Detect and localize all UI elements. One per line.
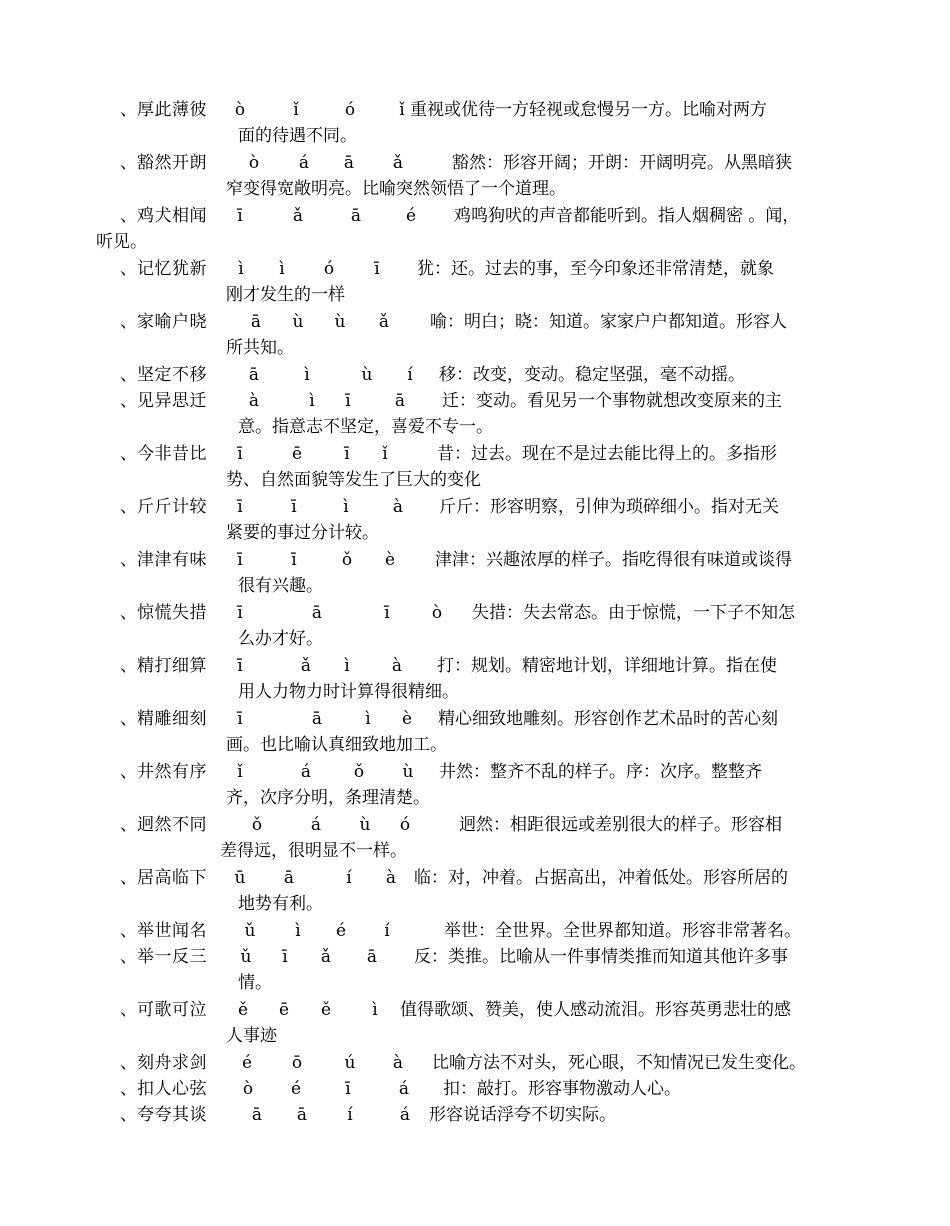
list-bullet: 、 (120, 444, 137, 464)
entry-first-line (0, 944, 950, 970)
entry-continuation-line: 地势有利。 (238, 894, 323, 914)
pinyin-tone: ī (344, 444, 350, 464)
idiom-definition: 举世：全世界。全世界都知道。形容非常著名。 (444, 921, 801, 941)
pinyin-tone: ì (372, 1000, 378, 1020)
idiom-term: 鸡犬相闻 (137, 206, 207, 226)
pinyin-tone: í (346, 868, 352, 888)
idiom-definition: 值得歌颂、赞美，使人感动流泪。形容英勇悲壮的感 (400, 1000, 791, 1020)
entry-continuation-line: 么办才好。 (238, 629, 323, 649)
pinyin-tone: á (399, 1105, 411, 1125)
idiom-definition: 重视或优待一方轻视或怠慢另一方。比喻对两方 (410, 100, 767, 120)
pinyin-tone: ù (334, 312, 346, 332)
pinyin-tone: ò (431, 603, 443, 623)
pinyin-tone: ì (343, 497, 349, 517)
idiom-term: 豁然开朗 (137, 153, 207, 173)
entry-continuation-line: 势、自然面貌等发生了巨大的变化 (226, 470, 481, 490)
pinyin-tone: ǐ (237, 762, 243, 782)
pinyin-tone: ā (350, 206, 362, 226)
pinyin-tone: ǎ (300, 656, 312, 676)
pinyin-tone: ī (237, 603, 243, 623)
idiom-entry (0, 1050, 950, 1076)
idiom-definition: 失措：失去常态。由于惊慌，一下子不知怎 (472, 603, 795, 623)
pinyin-tone: ù (359, 815, 371, 835)
idiom-definition: 鸡鸣狗吠的声音都能听到。指人烟稠密 。闻， (454, 206, 800, 226)
idiom-entry (0, 600, 950, 652)
pinyin-tone: è (384, 550, 396, 570)
pinyin-tone: í (407, 365, 413, 385)
list-bullet: 、 (120, 365, 137, 385)
idiom-definition: 豁然：形容开阔；开朗：开阔明亮。从黑暗狭 (452, 153, 792, 173)
idiom-definition: 反：类推。比喻从一件事情类推而知道其他许多事 (414, 947, 788, 967)
entry-continuation-line: 差得远，很明显不一样。 (220, 841, 407, 861)
idiom-term: 可歌可泣 (137, 1000, 207, 1020)
pinyin-tone: ǒ (251, 815, 263, 835)
idiom-entry (0, 97, 950, 149)
pinyin-tone: ú (344, 1053, 356, 1073)
pinyin-tone: ī (291, 497, 297, 517)
pinyin-tone: à (392, 1053, 404, 1073)
idiom-entry (0, 1076, 950, 1102)
idiom-entry (0, 309, 950, 361)
idiom-term: 今非昔比 (137, 444, 207, 464)
idiom-entry (0, 547, 950, 599)
pinyin-tone: ǐ (293, 100, 299, 120)
pinyin-tone: ò (248, 153, 260, 173)
pinyin-tone: ì (344, 656, 350, 676)
pinyin-tone: ǐ (399, 100, 405, 120)
pinyin-tone: ù (361, 365, 373, 385)
idiom-entry (0, 653, 950, 705)
idiom-entry (0, 944, 950, 996)
idiom-term: 津津有味 (137, 550, 207, 570)
pinyin-tone: ī (384, 603, 390, 623)
list-bullet: 、 (120, 1079, 137, 1099)
entry-first-line (0, 600, 950, 626)
pinyin-tone: ì (238, 259, 244, 279)
idiom-definition: 喻：明白；晓：知道。家家户户都知道。形容人 (430, 312, 787, 332)
idiom-entry (0, 759, 950, 811)
idiom-entry (0, 997, 950, 1049)
list-bullet: 、 (120, 497, 137, 517)
entry-continuation-line: 很有兴趣。 (238, 576, 323, 596)
list-bullet: 、 (120, 656, 137, 676)
idiom-term: 居高临下 (137, 868, 207, 888)
idiom-entry (0, 150, 950, 202)
list-bullet: 、 (120, 259, 137, 279)
pinyin-tone: í (384, 921, 390, 941)
entry-first-line (0, 547, 950, 573)
pinyin-tone: ī (237, 206, 243, 226)
pinyin-tone: ā (283, 868, 295, 888)
idiom-definition: 精心细致地雕刻。形容创作艺术品时的苦心刻 (438, 709, 778, 729)
pinyin-tone: ā (248, 365, 260, 385)
list-bullet: 、 (120, 709, 137, 729)
list-bullet: 、 (120, 1053, 137, 1073)
pinyin-tone: ó (323, 259, 335, 279)
idiom-definition: 打：规划。精密地计划，详细地计算。指在使 (437, 656, 777, 676)
pinyin-tone: ā (296, 1105, 308, 1125)
list-bullet: 、 (120, 206, 137, 226)
entry-first-line (0, 309, 950, 335)
list-bullet: 、 (120, 391, 137, 411)
entry-first-line (0, 441, 950, 467)
pinyin-tone: ě (320, 1000, 332, 1020)
pinyin-tone: ì (304, 365, 310, 385)
idiom-entry (0, 706, 950, 758)
idiom-term: 举一反三 (137, 947, 207, 967)
pinyin-tone: á (300, 762, 312, 782)
list-bullet: 、 (120, 921, 137, 941)
list-bullet: 、 (120, 1000, 137, 1020)
list-bullet: 、 (120, 868, 137, 888)
idiom-definition: 形容说话浮夸不切实际。 (429, 1105, 616, 1125)
entry-first-line (0, 97, 950, 123)
pinyin-tone: ī (237, 497, 243, 517)
entry-first-line (0, 706, 950, 732)
entry-first-line (0, 256, 950, 282)
entry-first-line (0, 388, 950, 414)
idiom-entry (0, 812, 950, 864)
pinyin-tone: ā (250, 312, 262, 332)
entry-first-line (0, 203, 950, 229)
idiom-entry (0, 494, 950, 546)
entry-continuation-line: 刚才发生的一样 (226, 285, 345, 305)
idiom-entry (0, 388, 950, 440)
entry-continuation-line: 情。 (238, 973, 272, 993)
entry-first-line (0, 1102, 950, 1128)
entry-continuation-line: 听见。 (96, 232, 147, 252)
idiom-term: 精打细算 (137, 656, 207, 676)
pinyin-tone: á (310, 815, 322, 835)
pinyin-tone: ī (345, 391, 351, 411)
pinyin-tone: ē (291, 444, 303, 464)
pinyin-tone: ǔ (244, 921, 256, 941)
pinyin-tone: ī (282, 947, 288, 967)
idiom-term: 举世闻名 (137, 921, 207, 941)
pinyin-tone: é (335, 921, 347, 941)
pinyin-tone: ā (311, 709, 323, 729)
entry-first-line (0, 653, 950, 679)
pinyin-tone: é (405, 206, 417, 226)
idiom-definition: 临：对，冲着。占据高出，冲着低处。形容所居的 (414, 868, 788, 888)
pinyin-tone: ì (365, 709, 371, 729)
idiom-entry (0, 441, 950, 493)
idiom-definition: 比喻方法不对头，死心眼，不知情况已发生变化。 (432, 1053, 806, 1073)
idiom-term: 井然有序 (137, 762, 207, 782)
idiom-definition: 移：改变，变动。稳定坚强，毫不动摇。 (439, 365, 745, 385)
pinyin-tone: ǎ (320, 947, 332, 967)
list-bullet: 、 (120, 947, 137, 967)
entry-continuation-line: 人事迹 (226, 1026, 277, 1046)
idiom-entry (0, 203, 950, 255)
idiom-definition: 迥然：相距很远或差别很大的样子。形容相 (459, 815, 782, 835)
idiom-definition: 津津：兴趣浓厚的样子。指吃得很有味道或谈得 (435, 550, 792, 570)
entry-first-line (0, 997, 950, 1023)
idiom-term: 记忆犹新 (137, 259, 207, 279)
idiom-definition: 犹：还。过去的事，至今印象还非常清楚，就象 (417, 259, 774, 279)
list-bullet: 、 (120, 100, 137, 120)
pinyin-tone: ǒ (353, 762, 365, 782)
pinyin-tone: ò (242, 1079, 254, 1099)
pinyin-tone: ǎ (378, 312, 390, 332)
entry-continuation-line: 用人力物力时计算得很精细。 (238, 682, 459, 702)
pinyin-tone: ī (374, 259, 380, 279)
idiom-entry (0, 865, 950, 917)
entry-first-line (0, 1076, 950, 1102)
pinyin-tone: ǎ (292, 206, 304, 226)
idiom-definition: 扣：敲打。形容事物激动人心。 (443, 1079, 681, 1099)
entry-first-line (0, 865, 950, 891)
list-bullet: 、 (120, 762, 137, 782)
idiom-definition: 昔：过去。现在不是过去能比得上的。多指形 (437, 444, 777, 464)
pinyin-tone: ó (344, 100, 356, 120)
pinyin-tone: ù (402, 762, 414, 782)
idiom-term: 夸夸其谈 (137, 1105, 207, 1125)
pinyin-tone: ā (311, 603, 323, 623)
pinyin-tone: ū (234, 868, 246, 888)
idiom-term: 刻舟求剑 (137, 1053, 207, 1073)
idiom-definition: 井然：整齐不乱的样子。序：次序。整整齐 (439, 762, 762, 782)
pinyin-tone: ì (295, 921, 301, 941)
list-bullet: 、 (120, 550, 137, 570)
pinyin-tone: í (347, 1105, 353, 1125)
idiom-term: 厚此薄彼 (137, 100, 207, 120)
list-bullet: 、 (120, 815, 137, 835)
pinyin-tone: ǔ (240, 947, 252, 967)
entry-continuation-line: 面的待遇不同。 (238, 126, 357, 146)
pinyin-tone: ì (279, 259, 285, 279)
pinyin-tone: ǎ (392, 153, 404, 173)
idiom-entry (0, 362, 950, 388)
pinyin-tone: ī (237, 656, 243, 676)
entry-continuation-line: 齐，次序分明，条理清楚。 (226, 788, 430, 808)
idiom-term: 坚定不移 (137, 365, 207, 385)
entry-first-line (0, 362, 950, 388)
pinyin-tone: à (385, 868, 397, 888)
entry-continuation-line: 窄变得宽敞明亮。比喻突然领悟了一个道理。 (226, 179, 566, 199)
idiom-term: 见异思迁 (137, 391, 207, 411)
entry-first-line (0, 150, 950, 176)
pinyin-tone: ē (278, 1000, 290, 1020)
idiom-definition: 迁：变动。看见另一个事物就想改变原来的主 (442, 391, 782, 411)
pinyin-tone: ā (343, 153, 355, 173)
list-bullet: 、 (120, 153, 137, 173)
pinyin-tone: ā (394, 391, 406, 411)
entry-first-line (0, 1050, 950, 1076)
entry-continuation-line: 紧要的事过分计较。 (226, 523, 379, 543)
pinyin-tone: à (248, 391, 260, 411)
idiom-term: 家喻户晓 (137, 312, 207, 332)
pinyin-tone: ī (345, 1079, 351, 1099)
entry-continuation-line: 画。也比喻认真细致地加工。 (226, 735, 447, 755)
pinyin-tone: é (241, 1053, 253, 1073)
pinyin-tone: ù (292, 312, 304, 332)
pinyin-tone: ì (309, 391, 315, 411)
pinyin-tone: ī (237, 444, 243, 464)
pinyin-tone: á (398, 1079, 410, 1099)
idiom-entry (0, 256, 950, 308)
idiom-term: 扣人心弦 (137, 1079, 207, 1099)
idiom-definition: 斤斤：形容明察，引伸为琐碎细小。指对无关 (439, 497, 779, 517)
pinyin-tone: ā (366, 947, 378, 967)
idiom-term: 斤斤计较 (137, 497, 207, 517)
pinyin-tone: ó (399, 815, 411, 835)
pinyin-tone: ě (237, 1000, 249, 1020)
pinyin-tone: è (401, 709, 413, 729)
list-bullet: 、 (120, 312, 137, 332)
pinyin-tone: ī (291, 550, 297, 570)
list-bullet: 、 (120, 603, 137, 623)
pinyin-tone: ǒ (341, 550, 353, 570)
pinyin-tone: ò (234, 100, 246, 120)
entry-first-line (0, 918, 950, 944)
idiom-entry (0, 918, 950, 944)
idiom-term: 迥然不同 (137, 815, 207, 835)
entry-first-line (0, 812, 950, 838)
entry-first-line (0, 759, 950, 785)
pinyin-tone: é (290, 1079, 302, 1099)
idiom-term: 精雕细刻 (137, 709, 207, 729)
pinyin-tone: à (391, 656, 403, 676)
pinyin-tone: ō (291, 1053, 303, 1073)
pinyin-tone: ā (251, 1105, 263, 1125)
pinyin-tone: ī (237, 709, 243, 729)
entry-continuation-line: 所共知。 (226, 338, 294, 358)
entry-first-line (0, 494, 950, 520)
pinyin-tone: á (298, 153, 310, 173)
idiom-entry (0, 1102, 950, 1128)
entry-continuation-line: 意。指意志不坚定，喜爱不专一。 (238, 417, 493, 437)
pinyin-tone: à (392, 497, 404, 517)
pinyin-tone: ī (237, 550, 243, 570)
pinyin-tone: ǐ (382, 444, 388, 464)
list-bullet: 、 (120, 1105, 137, 1125)
idiom-term: 惊慌失措 (137, 603, 207, 623)
